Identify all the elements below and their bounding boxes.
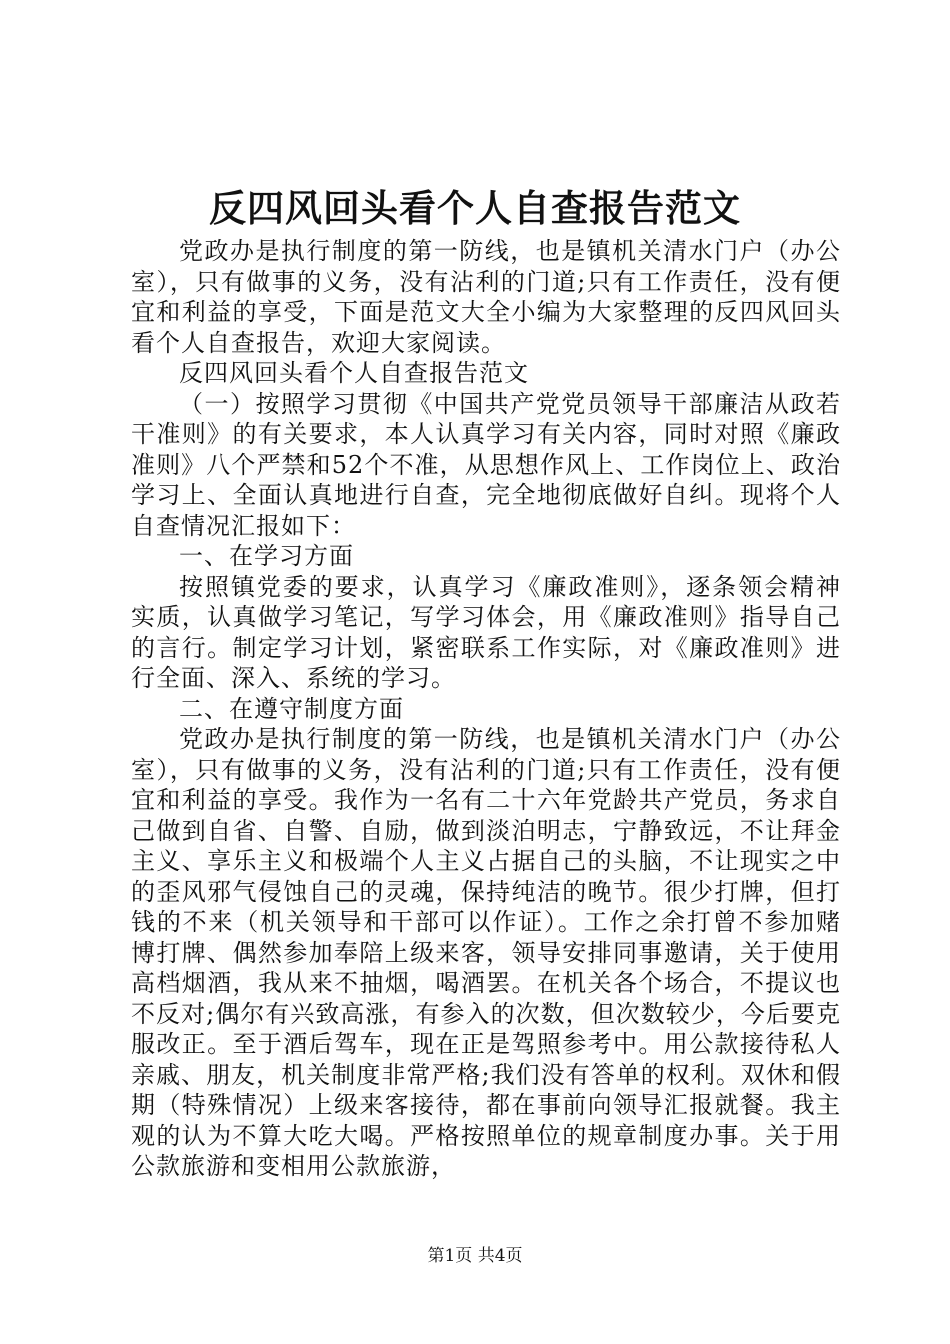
subtitle-paragraph: 反四风回头看个人自查报告范文 [179,359,529,387]
document-title: 反四风回头看个人自查报告范文 [209,186,741,230]
rules-paragraph: 党政办是执行制度的第一防线，也是镇机关清水门户（办公室），只有做事的义务，没有沾利的门道;只有工作责任，没有便宜和利益的享受。我作为一名有二十六年党龄共产党员，务求自己做到自省、自警、自励，做到淡泊明志，宁静致远，不让拜金主义、享乐主义和极端个人主义占据自己的头脑，不让现实之中的歪风邪气侵蚀自己的灵魂，保持纯洁的晚节。很少打牌，但打钱的不来（机关领导和干部可以作证）。工作之余打曾不参加赌博打牌、偶然参加奉陪上级来客，领导安排同事邀请，关于使用高档烟酒，我从来不抽烟，喝酒罢。在机关各个场合，不提议也不反对;偶尔有兴致高涨，有参入的次数，但次数较少，今后要克服改正。至于酒后驾车，现在正是驾照参考中。用公款接待私人亲戚、朋友，机关制度非常严格;我们没有答单的权利。双休和假期（特殊情况）上级来客接待，都在事前向领导汇报就餐。我主观的认为不算大吃大喝。严格按照单位的规章制度办事。关于用公款旅游和变相用公款旅游， [131,725,841,1180]
intro-paragraph: 党政办是执行制度的第一防线，也是镇机关清水门户（办公室），只有做事的义务，没有沾利的门道;只有工作责任，没有便宜和利益的享受，下面是范文大全小编为大家整理的反四风回头看个人自查报告，欢迎大家阅读。 [131,237,841,357]
document-body [131,236,841,1182]
study-heading: 一、在学习方面 [179,542,354,570]
study-paragraph: 按照镇党委的要求，认真学习《廉政准则》，逐条领会精神实质，认真做学习笔记，写学习体会，用《廉政准则》指导自己的言行。制定学习计划，紧密联系工作实际，对《廉政准则》进行全面、深入、系统的学习。 [131,572,841,692]
page-footer: 第1页 共4页 [427,1246,523,1266]
rules-heading: 二、在遵守制度方面 [179,694,404,723]
section-one-paragraph: （一）按照学习贯彻《中国共产党党员领导干部廉洁从政若干准则》的有关要求，本人认真学习有关内容，同时对照《廉政准则》八个严禁和52个不准，从思想作风上、工作岗位上、政治学习上、全面认真地进行自查，完全地彻底做好自纠。现将个人自查情况汇报如下： [131,389,841,540]
